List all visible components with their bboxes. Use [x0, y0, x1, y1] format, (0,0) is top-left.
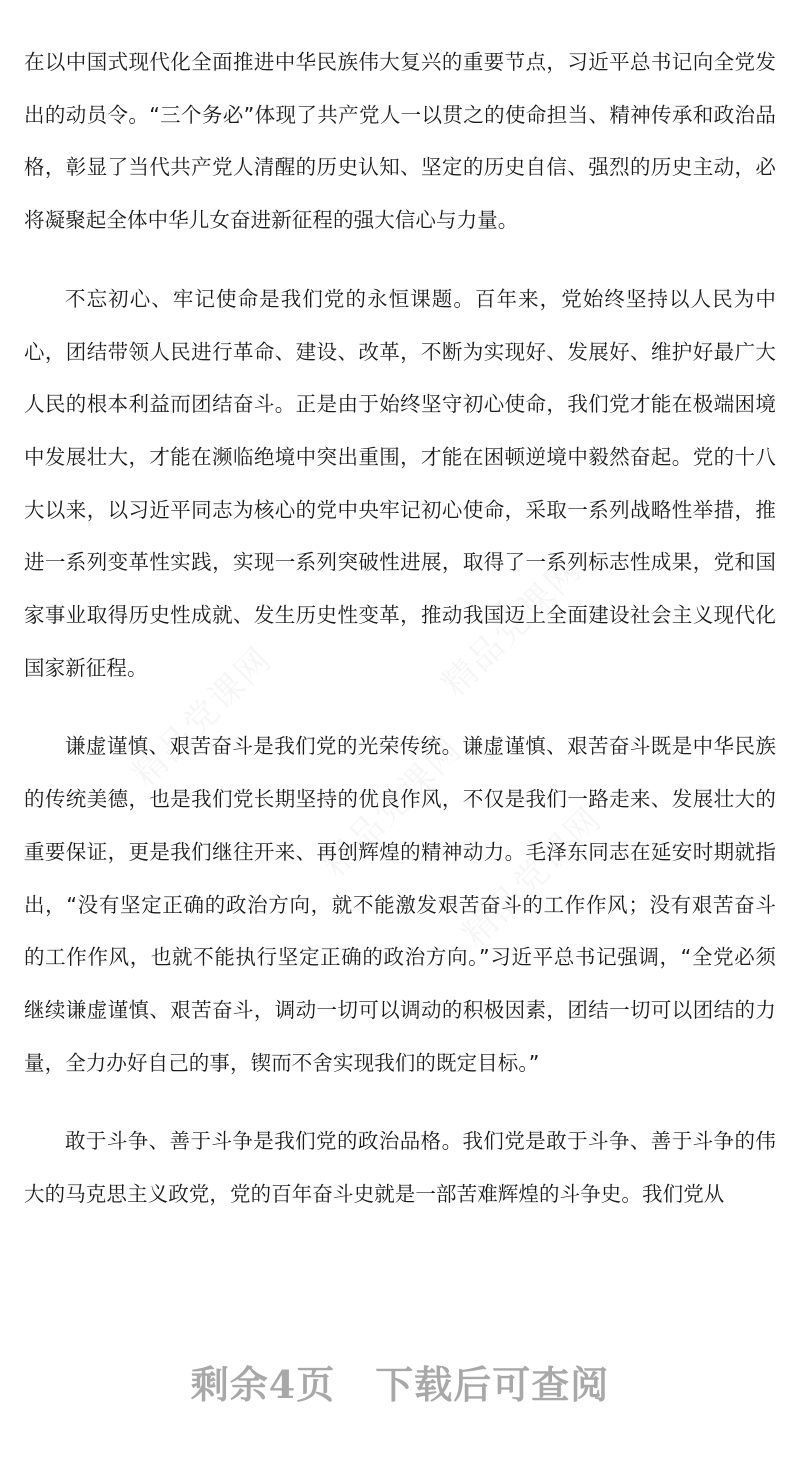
watermark: 精品党课网	[454, 799, 611, 955]
paragraph-3: 谦虚谨慎、艰苦奋斗是我们党的光荣传统。谦虚谨慎、艰苦奋斗既是中华民族的传统美德，也是我们党长期坚持的优良作风，不仅是我们一路走来、发展壮大的重要保证，更是我们继往开来、再创辉煌的精神动力。毛泽东同志在延安时期就指出，“没有坚定正确的政治方向，就不能激发艰苦奋斗的工作作风；没有艰苦奋斗的工作作风，也就不能执行坚定正确的政治方向。”习近平总书记强调，“全党必须继续谦虚谨慎、艰苦奋斗，调动一切可以调动的积极因素，团结一切可以团结的力量，全力办好自己的事，锲而不舍实现我们的既定目标。”	[24, 734, 776, 1075]
watermark: 精品党课网	[124, 639, 281, 795]
download-prompt[interactable]	[0, 1354, 800, 1409]
watermark: 精品党课网	[314, 729, 471, 885]
watermark: 精品党课网	[434, 549, 591, 705]
paragraph-2: 不忘初心、牢记使命是我们党的永恒课题。百年来，党始终坚持以人民为中心，团结带领人民进行革命、建设、改革，不断为实现好、发展好、维护好最广大人民的根本利益而团结奋斗。正是由于始终坚守初心使命，我们党才能在极端困境中发展壮大，才能在濒临绝境中突出重围，才能在困顿逆境中毅然奋起。党的十八大以来，以习近平同志为核心的党中央牢记初心使命，采取一系列战略性举措，推进一系列变革性实践，实现一系列突破性进展，取得了一系列标志性成果，党和国家事业取得历史性成就、发生历史性变革，推动我国迈上全面建设社会主义现代化国家新征程。	[24, 286, 776, 680]
article-body	[24, 36, 776, 1247]
remaining-pages-label: 剩余4页	[190, 1362, 336, 1407]
paragraph-1: 在以中国式现代化全面推进中华民族伟大复兴的重要节点，习近平总书记向全党发出的动员令。“三个务必”体现了共产党人一以贯之的使命担当、精神传承和政治品格，彰显了当代共产党人清醒的历史认知、坚定的历史自信、强烈的历史主动，必将凝聚起全体中华儿女奋进新征程的强大信心与力量。	[24, 50, 776, 233]
paragraph-4: 敢于斗争、善于斗争是我们党的政治品格。我们党是敢于斗争、善于斗争的伟大的马克思主义政党，党的百年奋斗史就是一部苦难辉煌的斗争史。我们党从	[24, 1129, 776, 1207]
download-hint-label: 下载后可查阅	[375, 1362, 610, 1407]
